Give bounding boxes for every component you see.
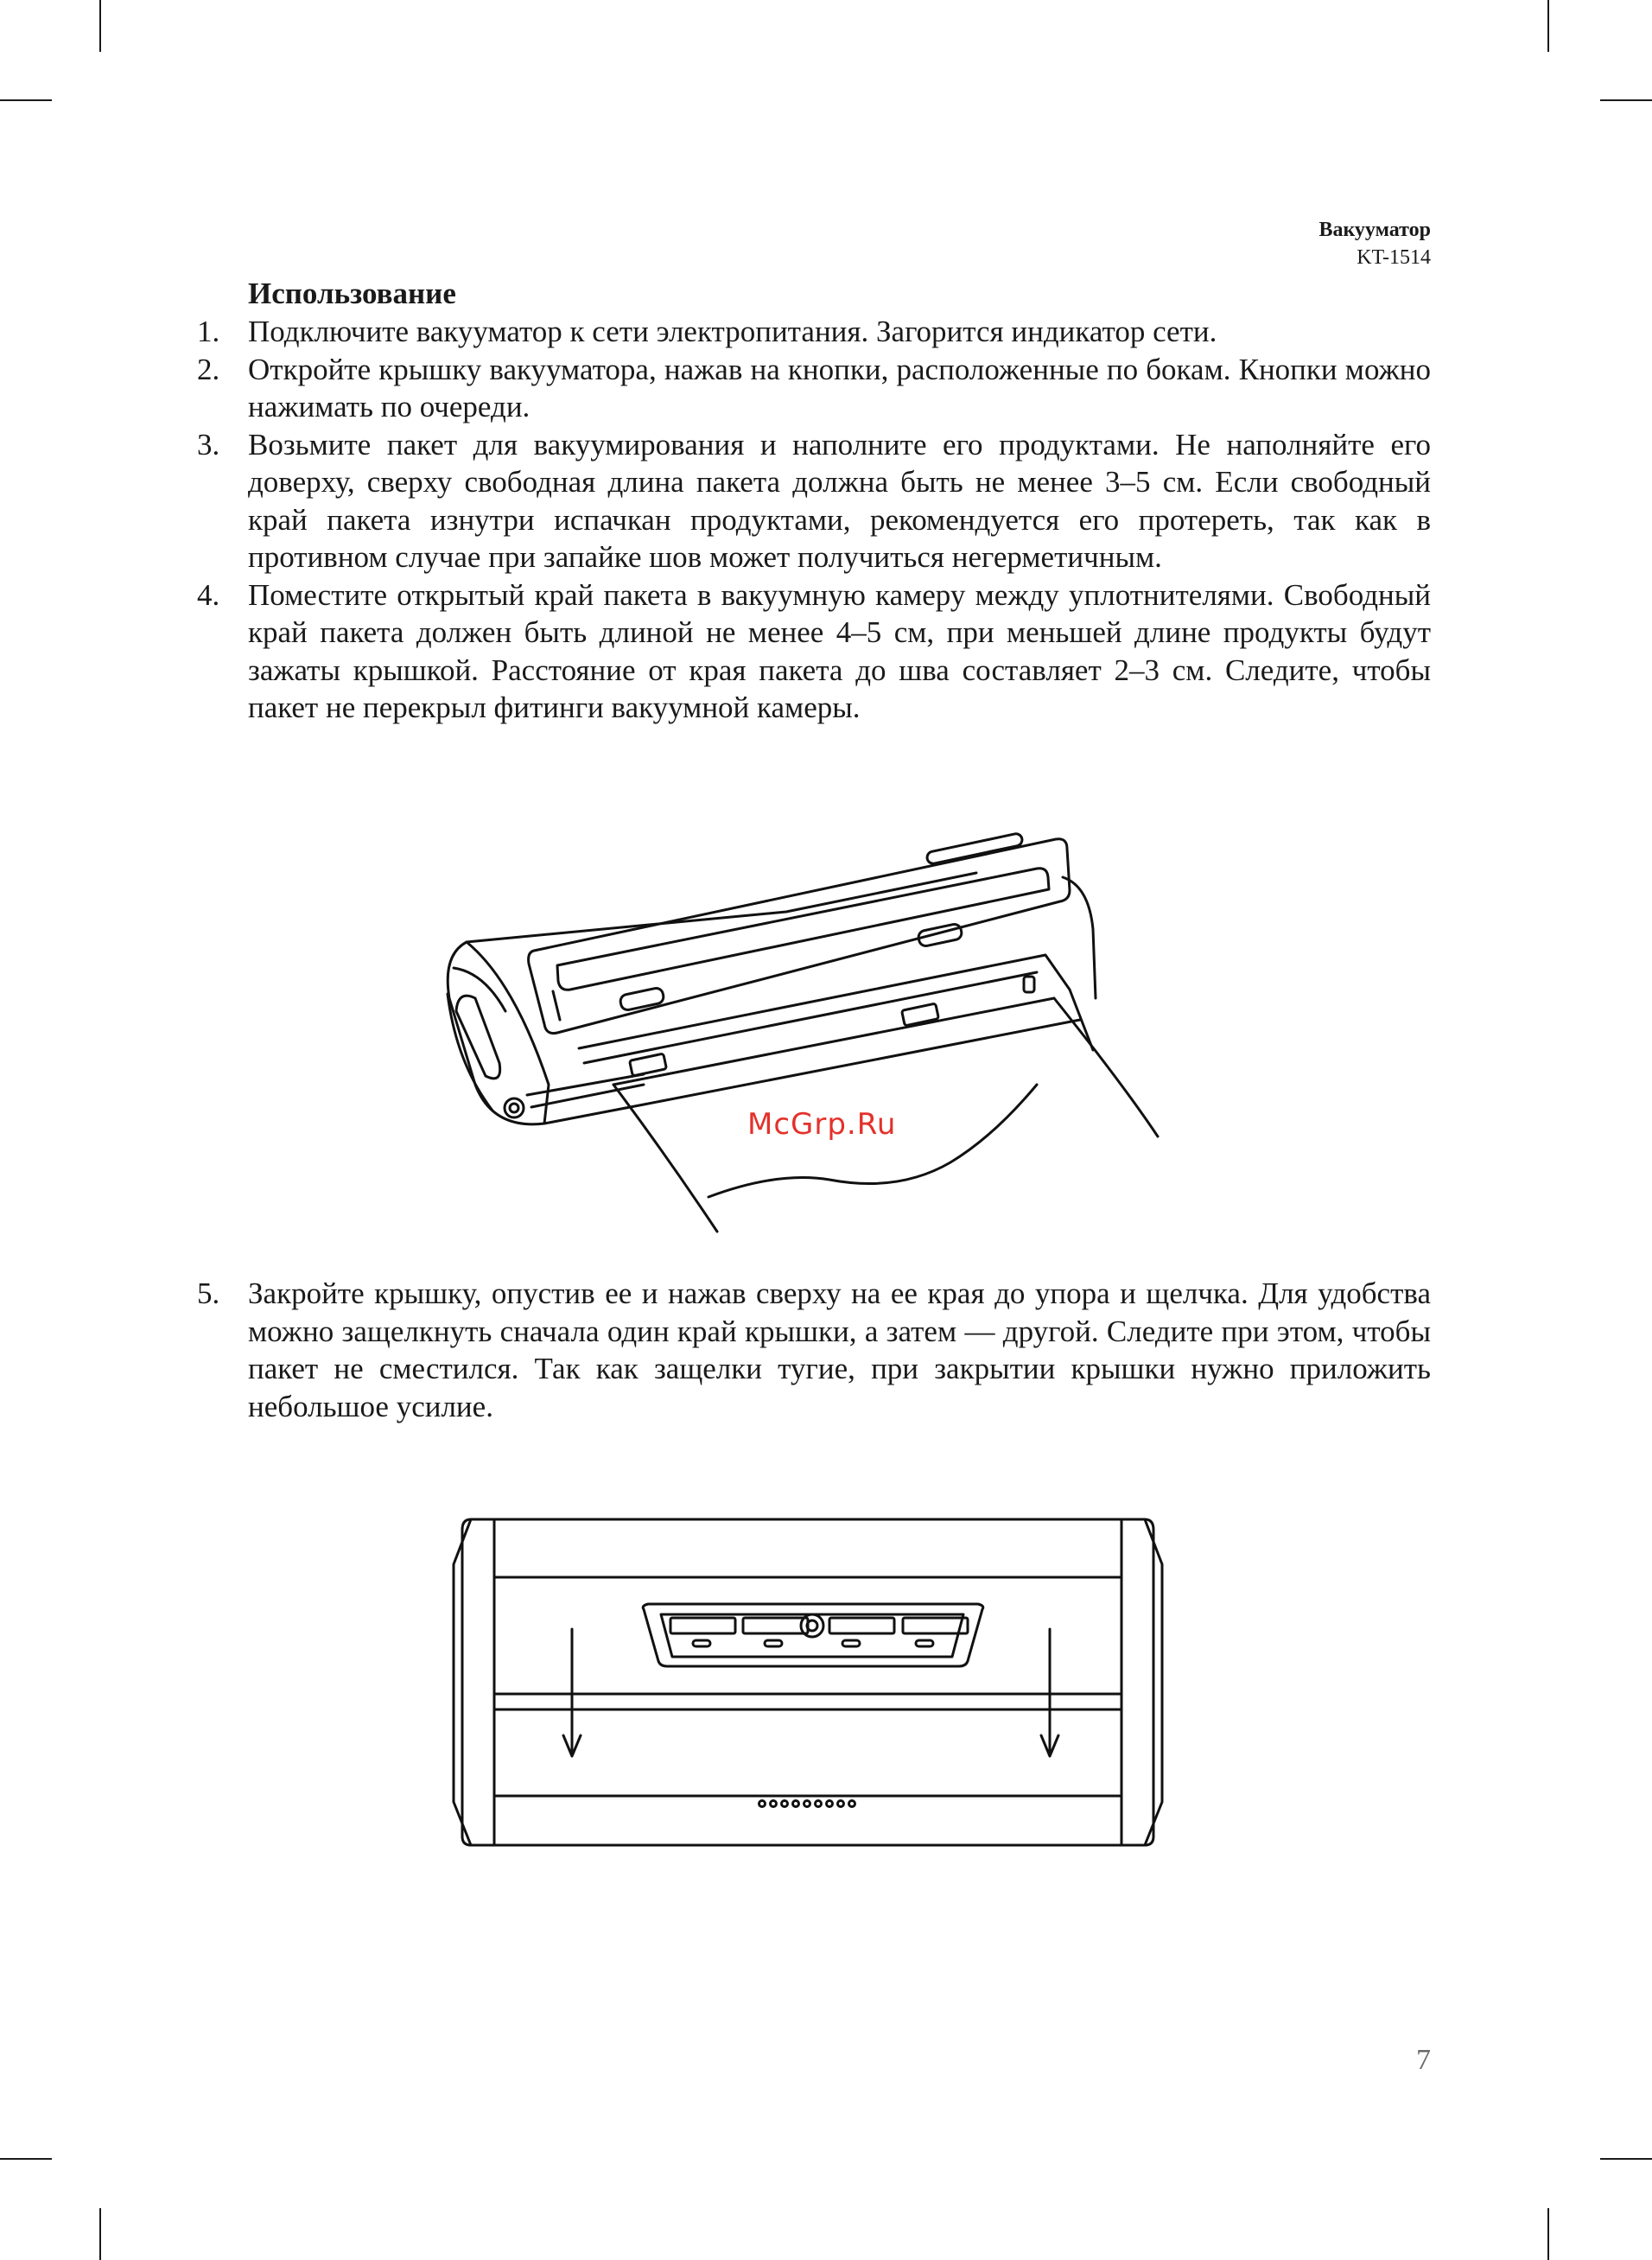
header-title: Вакууматор [1318, 219, 1431, 241]
list-item-text: Возьмите пакет для вакуумирования и наполните его продуктами. Не наполняйте его доверху, сверху свободная длина пакета должна быть не менее 3–5 см. Если свободный край пакета изнутри испачкан продуктами, рекомендуется его протереть, так как в противном случае при запайке шов может получиться негерметичным. [248, 427, 1431, 574]
list-item-number: 2. [197, 352, 220, 386]
list-item-text: Откройте крышку вакууматора, нажав на кнопки, расположенные по бокам. Кнопки можно нажимать по очереди. [248, 352, 1431, 423]
crop-mark [99, 0, 101, 52]
list-item [197, 576, 1431, 727]
section-title: Использование [248, 277, 456, 310]
list-item [197, 1275, 1431, 1425]
list-item [197, 351, 1431, 426]
open-sealer-illustration [432, 825, 1192, 1240]
crop-mark [0, 99, 52, 101]
list-item-text: Подключите вакууматор к сети электропитания. Загорится индикатор сети. [248, 315, 1217, 348]
list-item-number: 5. [197, 1276, 220, 1310]
crop-mark [99, 2208, 101, 2260]
page-number: 7 [1416, 2044, 1431, 2076]
list-item [197, 313, 1431, 351]
running-header [1318, 216, 1431, 271]
crop-mark [1547, 0, 1549, 52]
watermark-text: McGrp.Ru [747, 1107, 897, 1142]
list-item-number: 4. [197, 577, 220, 612]
closed-sealer-illustration [449, 1512, 1201, 1858]
crop-mark [0, 2158, 52, 2160]
steps-list-top [197, 313, 1431, 727]
list-item [197, 426, 1431, 576]
crop-mark [1547, 2208, 1549, 2260]
crop-mark [1600, 99, 1652, 101]
list-item-number: 1. [197, 315, 220, 348]
header-model: KT-1514 [1357, 246, 1431, 269]
list-item-text: Поместите открытый край пакета в вакуумную камеру между уплотнителями. Свободный край пакета должен быть длиной не менее 4–5 см, при меньшей длине продукты будут зажаты крышкой. Расстояние от края пакета до шва составляет 2–3 см. Следите, чтобы пакет не перекрыл фитинги вакуумной камеры. [248, 577, 1431, 724]
crop-mark [1600, 2158, 1652, 2160]
steps-list-bottom [197, 1275, 1431, 1425]
list-item-text: Закройте крышку, опустив ее и нажав сверху на ее края до упора и щелчка. Для удобства можно защелкнуть сначала один край крышки, а затем — другой. Следите при этом, чтобы пакет не сместился. Так как защелки тугие, при закрытии крышки нужно приложить небольшое усилие. [248, 1276, 1431, 1423]
list-item-number: 3. [197, 427, 220, 462]
